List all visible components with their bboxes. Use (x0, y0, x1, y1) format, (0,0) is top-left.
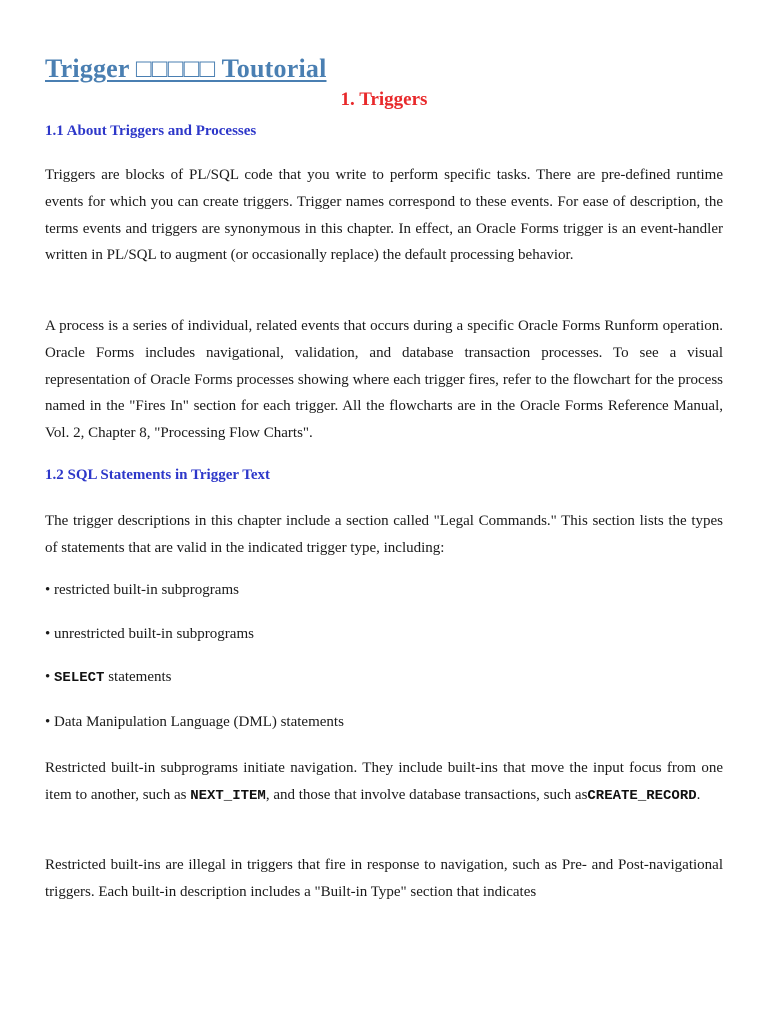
paragraph-restricted-part-2: , and those that involve database transactions, such as (265, 786, 588, 803)
bullet-restricted-builtins: • restricted built-in subprograms (45, 582, 239, 598)
section-heading-1-2: 1.2 SQL Statements in Trigger Text (45, 467, 271, 483)
bullet-select-suffix: statements (104, 669, 172, 685)
paragraph-restricted-part-3: . (696, 786, 701, 803)
paragraph-process-description: A process is a series of individual, related events that occurs during a specific Oracle Forms Runform operation. Oracle Forms includes navigational, validation, and database transaction processes. To see a visual representation of Oracle Forms processes showing where each trigger fires, refer to the flowchart for the process named in the "Fires In" section for each trigger. All the flowcharts are in the Oracle Forms Reference Manual, Vol. 2, Chapter 8, "Processing Flow Charts". (45, 318, 723, 442)
paragraph-restricted-illegal: Restricted built-ins are illegal in triggers that fire in response to navigation, such as Pre- and Post-navigational triggers. Each built-in description includes a "Built-in Type" section that indicates (45, 857, 723, 900)
bullet-unrestricted-builtins: • unrestricted built-in subprograms (45, 626, 254, 642)
paragraph-restricted-navigation (45, 755, 723, 810)
section-heading-1-1: 1.1 About Triggers and Processes (45, 123, 257, 139)
code-create-record: CREATE_RECORD (587, 787, 697, 804)
paragraph-restricted-part-1: Restricted built-in subprograms initiate navigation. They include built-ins that move the input focus from one item to another, such as (45, 760, 723, 803)
bullet-dml-statements: • Data Manipulation Language (DML) statements (45, 714, 344, 730)
code-select: SELECT (54, 670, 105, 686)
code-next-item: NEXT_ITEM (190, 787, 266, 804)
paragraph-triggers-intro: Triggers are blocks of PL/SQL code that you write to perform specific tasks. There are pre-defined runtime events for which you can create triggers. Trigger names correspond to these events. For ease of description, the terms events and triggers are synonymous in this chapter. In effect, an Oracle Forms trigger is an event-handler written in PL/SQL to augment (or occasionally replace) the default processing behavior. (45, 167, 723, 264)
paragraph-legal-commands: The trigger descriptions in this chapter include a section called "Legal Commands." This section lists the types of statements that are valid in the indicated trigger type, including: (45, 513, 723, 556)
bullet-select-prefix: • (45, 669, 55, 685)
document-title: Trigger □□□□□ Toutorial (45, 54, 327, 83)
bullet-select-statements (45, 669, 172, 686)
chapter-heading: 1. Triggers (340, 89, 428, 110)
